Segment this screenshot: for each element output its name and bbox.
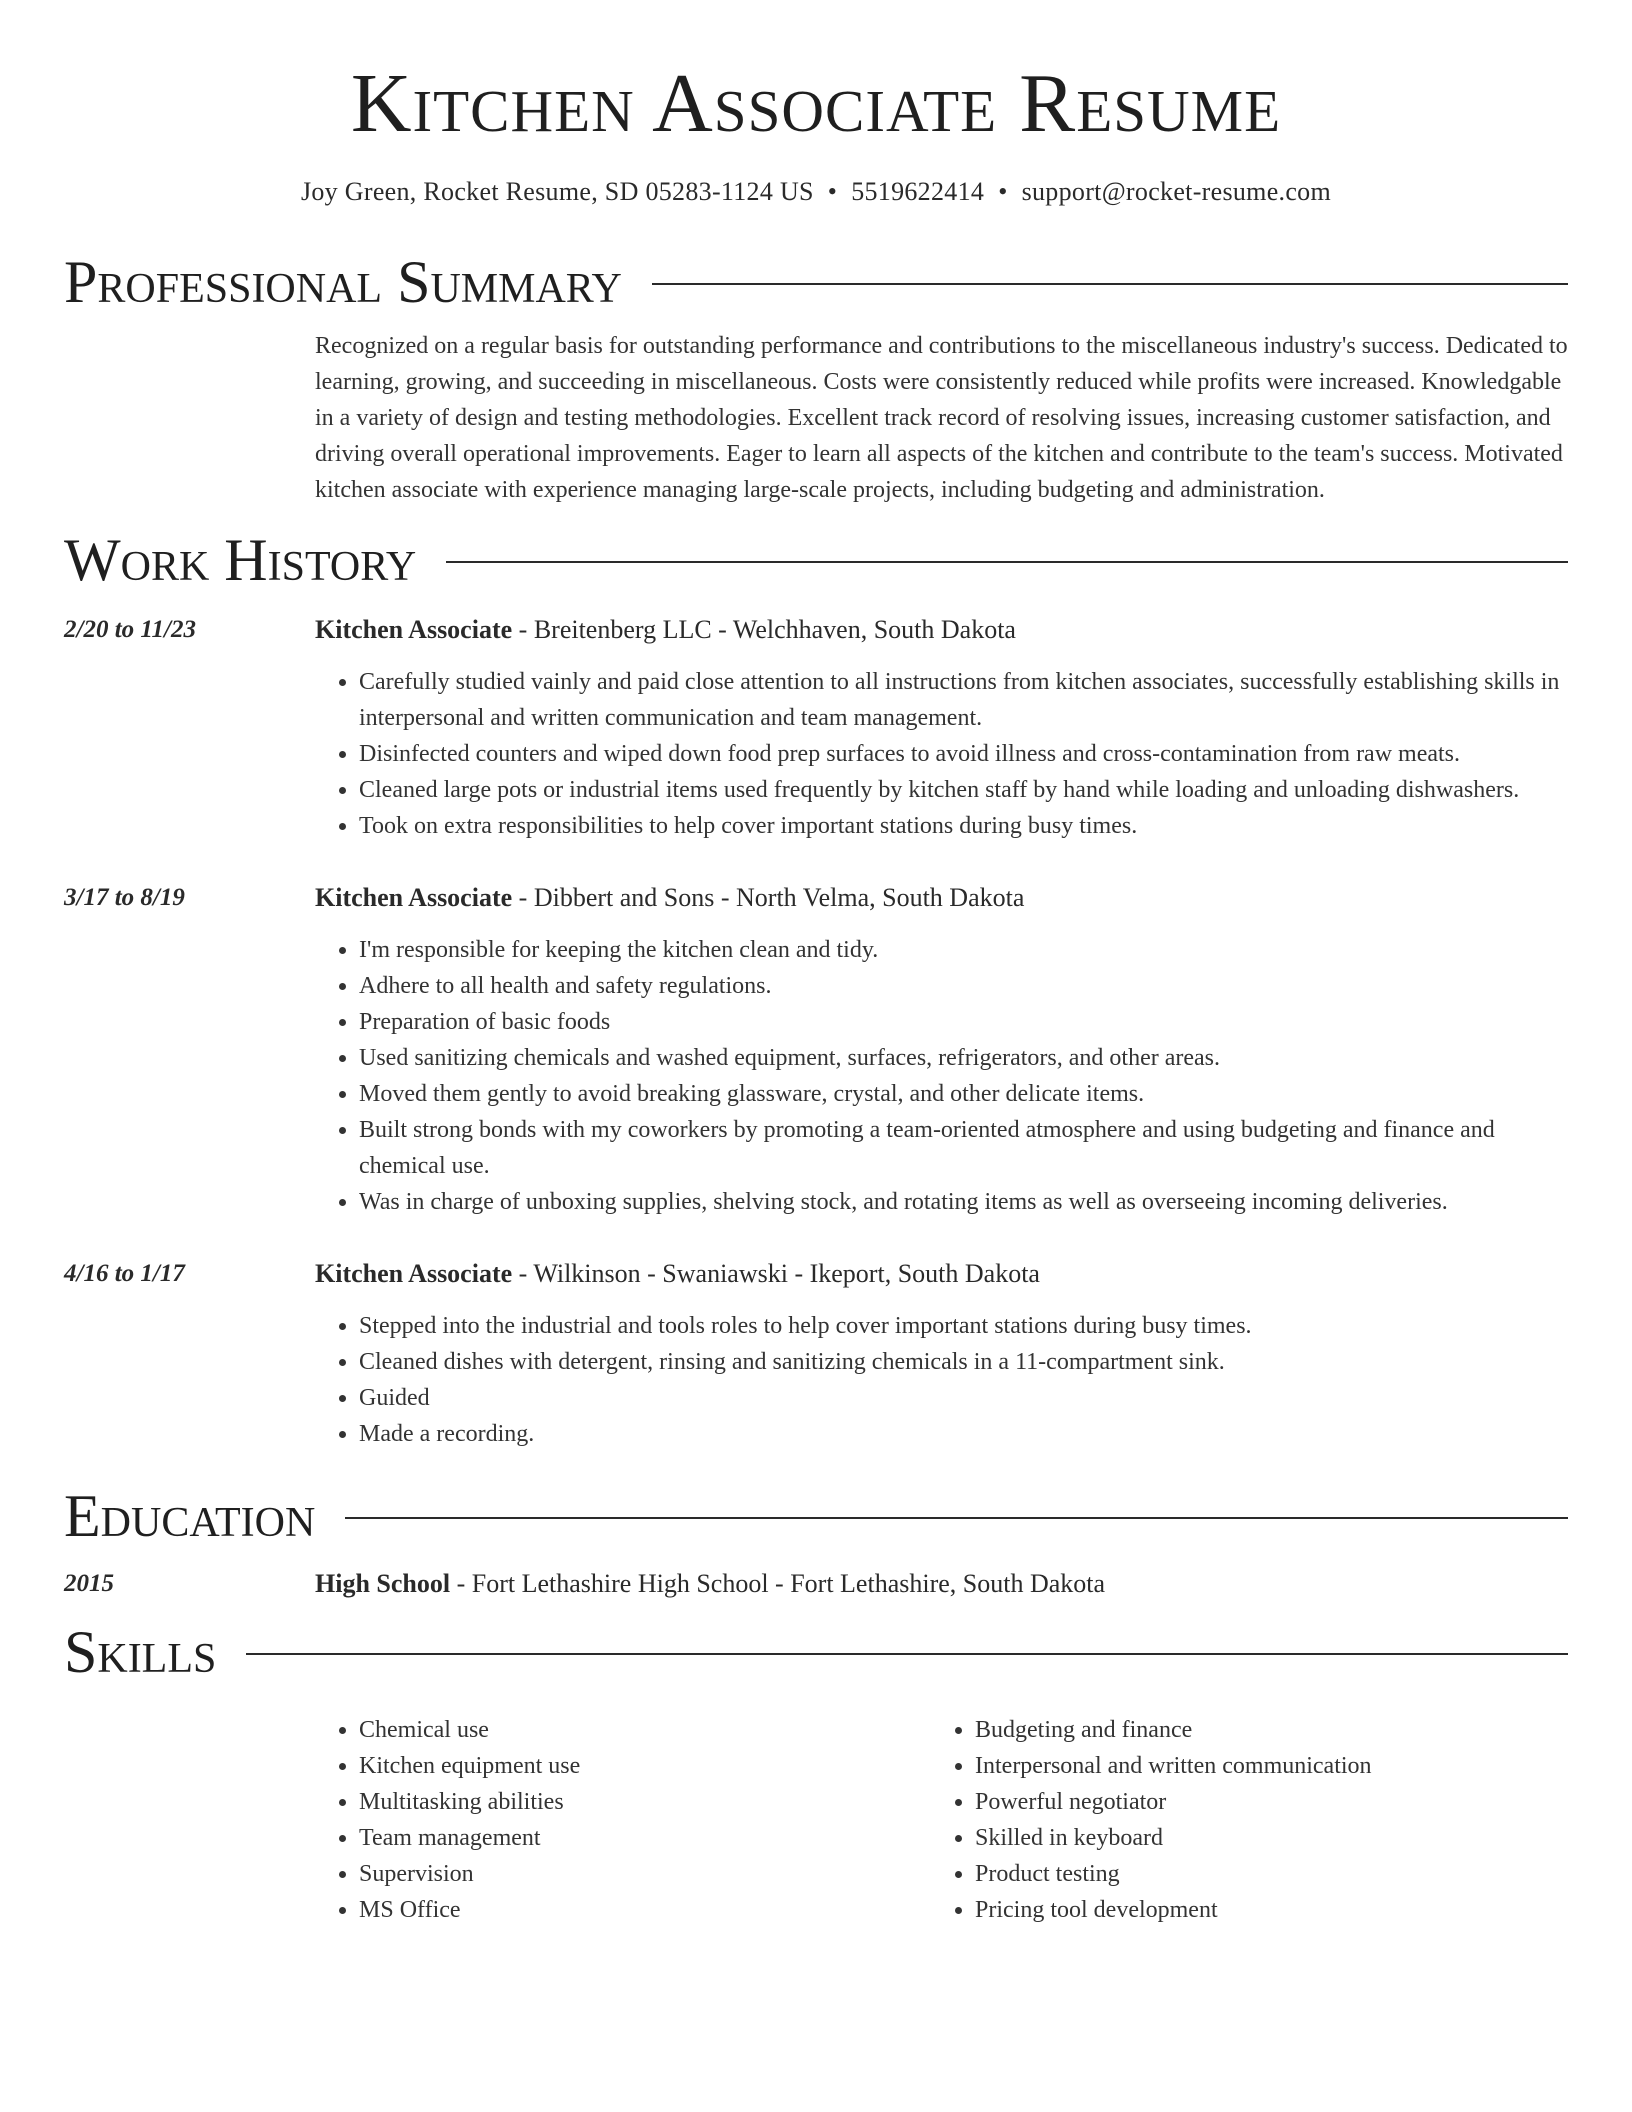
contact-line	[64, 174, 1568, 210]
job-bullet: • Guided	[359, 1380, 1568, 1416]
job-bullet: • Stepped into the industrial and tools roles to help cover important stations during busy times.	[359, 1308, 1568, 1344]
work-history-section	[64, 524, 1568, 1452]
job-content	[315, 880, 1568, 1220]
skills-list-right	[931, 1712, 1547, 1928]
skill-item: • Team management	[359, 1820, 931, 1856]
job-dates: 4/16 to 1/17	[64, 1260, 185, 1287]
job-title: Kitchen Associate	[315, 883, 513, 912]
contact-email[interactable]: support@rocket-resume.com	[1021, 177, 1332, 206]
job-dates: 2/20 to 11/23	[64, 616, 196, 643]
contact-separator: •	[998, 177, 1008, 206]
section-divider	[652, 283, 1568, 285]
skills-grid	[315, 1712, 1568, 1928]
skill-item: • Powerful negotiator	[975, 1784, 1547, 1820]
education-degree: High School	[315, 1569, 451, 1598]
job-bullet: • Preparation of basic foods	[359, 1004, 1568, 1040]
skill-item: • Supervision	[359, 1856, 931, 1892]
summary-text: Recognized on a regular basis for outstanding performance and contributions to the miscellaneous industry's success. Dedicated to learning, growing, and succeeding in miscellaneous. Costs were consistently reduced while profits were increased. Knowledgable in a variety of design and testing methodologies. Excellent track record of resolving issues, increasing customer satisfaction, and driving overall operational improvements. Eager to learn all aspects of the kitchen and contribute to the team's success. Motivated kitchen associate with experience managing large-scale projects, including budgeting and administration.	[315, 333, 1568, 503]
contact-address: Joy Green, Rocket Resume, SD 05283-1124 US	[300, 177, 814, 206]
contact-phone: 5519622414	[851, 177, 985, 206]
skills-column-left	[315, 1712, 931, 1928]
skill-item: • Chemical use	[359, 1712, 931, 1748]
job-bullet: • Carefully studied vainly and paid close attention to all instructions from kitchen associates, successfully establishing skills in interpersonal and written communication and team management.	[359, 664, 1568, 736]
job-list	[64, 612, 1568, 1452]
job-bullet: • Used sanitizing chemicals and washed equipment, surfaces, refrigerators, and other areas.	[359, 1040, 1568, 1076]
job-employer: - Breitenberg LLC - Welchhaven, South Dakota	[512, 615, 1016, 644]
skill-item: • Multitasking abilities	[359, 1784, 931, 1820]
work-heading-row	[64, 524, 1568, 596]
skills-list-left	[315, 1712, 931, 1928]
job-entry	[64, 612, 1568, 844]
summary-section	[64, 246, 1568, 508]
contact-separator: •	[827, 177, 838, 206]
education-school: - Fort Lethashire High School - Fort Lethashire, South Dakota	[450, 1569, 1106, 1598]
education-details-line	[315, 1566, 1105, 1602]
education-section	[64, 1480, 1568, 1602]
job-heading	[315, 612, 1568, 648]
job-bullet: • Moved them gently to avoid breaking glassware, crystal, and other delicate items.	[359, 1076, 1568, 1112]
summary-heading: Professional Summary	[64, 249, 622, 315]
job-bullet: • Built strong bonds with my coworkers by promoting a team-oriented atmosphere and using budgeting and finance and chemical use.	[359, 1112, 1568, 1184]
job-entry	[64, 880, 1568, 1220]
education-entry	[64, 1566, 1568, 1602]
section-divider	[446, 561, 1568, 563]
skill-item: • Pricing tool development	[975, 1892, 1547, 1928]
job-bullet: • Took on extra responsibilities to help cover important stations during busy times.	[359, 808, 1568, 844]
skills-column-right	[931, 1712, 1547, 1928]
job-bullet: • Adhere to all health and safety regulations.	[359, 968, 1568, 1004]
job-bullet: • Disinfected counters and wiped down food prep surfaces to avoid illness and cross-contamination from raw meats.	[359, 736, 1568, 772]
section-divider	[345, 1517, 1568, 1519]
skill-item: • Budgeting and finance	[975, 1712, 1547, 1748]
skills-section	[64, 1616, 1568, 1928]
job-heading	[315, 1256, 1568, 1292]
section-divider	[246, 1653, 1568, 1655]
job-bullets	[315, 932, 1568, 1220]
job-employer: - Dibbert and Sons - North Velma, South Dakota	[512, 883, 1025, 912]
education-heading-row	[64, 1480, 1568, 1552]
skill-item: • MS Office	[359, 1892, 931, 1928]
job-title: Kitchen Associate	[315, 1259, 513, 1288]
skills-heading: Skills	[64, 1619, 217, 1685]
skill-item: • Product testing	[975, 1856, 1547, 1892]
job-bullets	[315, 1308, 1568, 1452]
resume-page	[64, 0, 1568, 1928]
job-title: Kitchen Associate	[315, 615, 513, 644]
job-dates: 3/17 to 8/19	[64, 884, 185, 911]
job-bullet: • I'm responsible for keeping the kitchen clean and tidy.	[359, 932, 1568, 968]
skills-heading-row	[64, 1616, 1568, 1688]
summary-heading-row	[64, 246, 1568, 318]
skill-item: • Skilled in keyboard	[975, 1820, 1547, 1856]
skill-item: • Kitchen equipment use	[359, 1748, 931, 1784]
job-heading	[315, 880, 1568, 916]
job-content	[315, 1256, 1568, 1452]
education-year: 2015	[64, 1570, 114, 1597]
job-bullets	[315, 664, 1568, 844]
resume-title: Kitchen Associate Resume	[350, 57, 1282, 150]
job-bullet: • Made a recording.	[359, 1416, 1568, 1452]
education-heading: Education	[64, 1483, 316, 1549]
skill-item: • Interpersonal and written communication	[975, 1748, 1547, 1784]
job-entry	[64, 1256, 1568, 1452]
job-bullet: • Cleaned large pots or industrial items used frequently by kitchen staff by hand while loading and unloading dishwashers.	[359, 772, 1568, 808]
work-heading: Work History	[64, 527, 417, 593]
job-content	[315, 612, 1568, 844]
job-bullet: • Cleaned dishes with detergent, rinsing and sanitizing chemicals in a 11-compartment sink.	[359, 1344, 1568, 1380]
job-employer: - Wilkinson - Swaniawski - Ikeport, South Dakota	[512, 1259, 1040, 1288]
job-bullet: • Was in charge of unboxing supplies, shelving stock, and rotating items as well as overseeing incoming deliveries.	[359, 1184, 1568, 1220]
